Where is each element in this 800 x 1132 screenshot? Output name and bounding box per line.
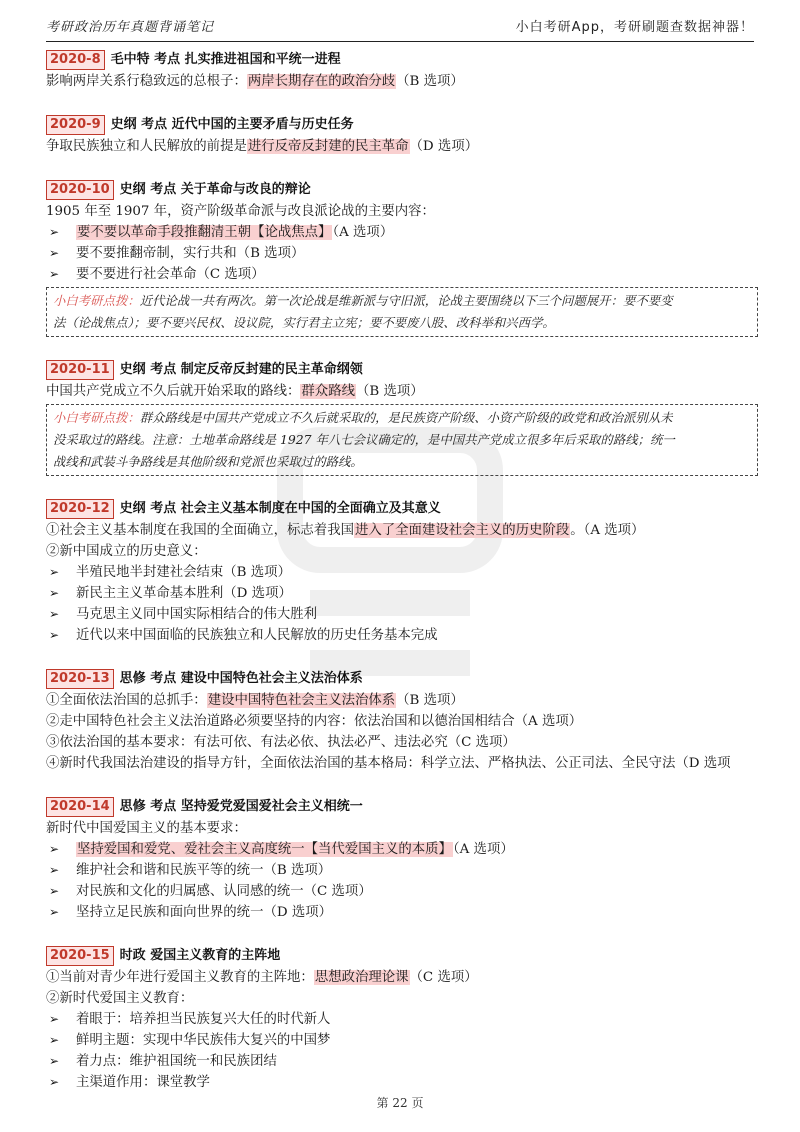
bullet-item	[46, 625, 758, 646]
bullet-text	[76, 562, 291, 583]
arrow-bullet-icon: ➢	[49, 884, 60, 898]
text-segment: 近代以来中国面临的民族独立和人民解放的历史任务基本完成	[76, 628, 438, 643]
text-segment: ③依法治国的基本要求：有法可依、有法必依、执法必严、违法必究（C 选项）	[46, 735, 516, 750]
highlighted-answer: 建设中国特色社会主义法治体系	[207, 693, 396, 708]
tip-line	[53, 290, 751, 312]
text-segment: 要不要推翻帝制，实行共和（B 选项）	[76, 246, 305, 261]
text-segment: 着眼于：培养担当民族复兴大任的时代新人	[76, 1012, 331, 1027]
arrow-bullet-icon: ➢	[49, 842, 60, 856]
section-title-row	[46, 944, 758, 967]
text-segment: 对民族和文化的归属感、认同感的统一（C 选项）	[76, 884, 372, 899]
page-number: 第 22 页	[376, 1096, 424, 1110]
text-line	[46, 520, 758, 541]
tip-text: 群众路线是中国共产党成立不久后就采取的，是民族资产阶级、小资产阶级的政党和政治派别从未	[139, 410, 673, 425]
arrow-bullet-icon: ➢	[49, 565, 60, 579]
highlighted-answer: 两岸长期存在的政治分歧	[247, 74, 396, 89]
text-segment: （A 选项）	[452, 842, 514, 857]
text-segment: ①全面依法治国的总抓手：	[46, 693, 207, 708]
text-line	[46, 541, 758, 562]
text-line	[46, 136, 758, 157]
highlighted-answer: 进行反帝反封建的民主革命	[247, 139, 409, 154]
text-segment: 新时代中国爱国主义的基本要求：	[46, 821, 247, 836]
highlighted-answer: 群众路线	[301, 384, 355, 399]
question-number-tag: 2020-10	[46, 180, 114, 200]
text-segment: 要不要进行社会革命（C 选项）	[76, 267, 265, 282]
section-title: 思修 考点 建设中国特色社会主义法治体系	[119, 671, 363, 686]
section-title-row	[46, 497, 758, 520]
text-line	[46, 711, 758, 732]
question-section	[46, 178, 758, 337]
arrow-bullet-icon: ➢	[49, 246, 60, 260]
text-line	[46, 988, 758, 1009]
question-section	[46, 497, 758, 646]
section-title-row	[46, 358, 758, 381]
arrow-bullet-icon: ➢	[49, 586, 60, 600]
text-segment: ①当前对青少年进行爱国主义教育的主阵地：	[46, 970, 314, 985]
section-title: 毛中特 考点 扎实推进祖国和平统一进程	[110, 52, 341, 67]
tip-text: 法（论战焦点）；要不要兴民权、设议院，实行君主立宪；要不要废八股、改科举和兴西学。	[53, 315, 555, 330]
text-segment: ②走中国特色社会主义法治道路必须要坚持的内容：依法治国和以德治国相结合（A 选项）	[46, 714, 583, 729]
text-line	[46, 381, 758, 402]
bullet-text	[76, 902, 332, 923]
bullet-text	[76, 625, 438, 646]
bullet-item	[46, 1009, 758, 1030]
section-title-row	[46, 48, 758, 71]
arrow-bullet-icon: ➢	[49, 1033, 60, 1047]
highlighted-answer: 坚持爱国和爱党、爱社会主义高度统一【当代爱国主义的本质】	[77, 842, 452, 857]
section-title-row	[46, 113, 758, 136]
question-number-tag: 2020-11	[46, 360, 114, 380]
text-segment: ②新中国成立的历史意义：	[46, 544, 207, 559]
text-segment: ①社会主义基本制度在我国的全面确立，标志着我国	[46, 523, 354, 538]
question-section	[46, 667, 758, 774]
text-segment: （B 选项）	[396, 74, 464, 89]
question-number-tag: 2020-12	[46, 499, 114, 519]
text-segment: 新民主主义革命基本胜利（D 选项）	[76, 586, 292, 601]
page-header	[46, 14, 754, 42]
bullet-item	[46, 264, 758, 285]
text-segment: ④新时代我国法治建设的指导方针，全面依法治国的基本格局：科学立法、严格执法、公正司法、全民守法（D 选项	[46, 756, 731, 771]
section-title: 史纲 考点 社会主义基本制度在中国的全面确立及其意义	[119, 501, 441, 516]
text-segment: （A 选项）	[332, 225, 394, 240]
tip-text: 近代论战一共有两次。第一次论战是维新派与守旧派，论战主要围绕以下三个问题展开：要不要变	[139, 293, 673, 308]
section-title-row	[46, 667, 758, 690]
bullet-text	[76, 860, 331, 881]
text-segment: 。（A 选项）	[570, 523, 645, 538]
text-segment: 争取民族独立和人民解放的前提是	[46, 139, 247, 154]
text-line	[46, 753, 758, 774]
question-number-tag: 2020-8	[46, 50, 105, 70]
section-title-row	[46, 795, 758, 818]
text-segment: ②新时代爱国主义教育：	[46, 991, 194, 1006]
text-segment: （B 选项）	[396, 693, 464, 708]
text-segment: 半殖民地半封建社会结束（B 选项）	[76, 565, 291, 580]
question-section	[46, 48, 758, 92]
text-line	[46, 201, 758, 222]
section-title-row	[46, 178, 758, 201]
highlighted-answer: 进入了全面建设社会主义的历史阶段	[354, 523, 570, 538]
text-segment: 坚持立足民族和面向世界的统一（D 选项）	[76, 905, 333, 920]
bullet-text	[76, 881, 372, 902]
bullet-item	[46, 1072, 758, 1093]
bullet-text	[76, 222, 393, 243]
text-line	[46, 818, 758, 839]
highlighted-answer: 要不要以革命手段推翻清王朝【论战焦点】	[77, 225, 332, 240]
tip-line	[53, 407, 751, 429]
text-segment: 1905 年至 1907 年，资产阶级革命派与改良派论战的主要内容：	[46, 204, 435, 219]
bullet-text	[76, 243, 304, 264]
bullet-text	[76, 604, 317, 625]
bullet-text	[76, 264, 265, 285]
bullet-item	[46, 604, 758, 625]
bullet-item	[46, 222, 758, 243]
bullet-item	[46, 1051, 758, 1072]
arrow-bullet-icon: ➢	[49, 628, 60, 642]
text-segment: 鲜明主题：实现中华民族伟大复兴的中国梦	[76, 1033, 331, 1048]
bullet-text	[76, 1072, 210, 1093]
question-number-tag: 2020-9	[46, 115, 105, 135]
text-segment: （B 选项）	[355, 384, 424, 399]
arrow-bullet-icon: ➢	[49, 267, 60, 281]
tip-text: 战线和武装斗争路线是其他阶级和党派也采取过的路线。	[53, 454, 363, 469]
bullet-item	[46, 583, 758, 604]
arrow-bullet-icon: ➢	[49, 225, 60, 239]
tip-text: 没采取过的路线。注意：土地革命路线是 1927 年八七会议确定的，是中国共产党成立很多年后采取的路线；统一	[53, 432, 675, 447]
document-title: 考研政治历年真题背诵笔记	[46, 20, 215, 35]
bullet-item	[46, 902, 758, 923]
text-line	[46, 967, 758, 988]
text-segment: 着力点：维护祖国统一和民族团结	[76, 1054, 277, 1069]
section-title: 思修 考点 坚持爱党爱国爱社会主义相统一	[119, 799, 363, 814]
bullet-text	[76, 583, 292, 604]
text-segment: 维护社会和谐和民族平等的统一（B 选项）	[76, 863, 332, 878]
text-segment: （C 选项）	[409, 970, 478, 985]
bullet-item	[46, 562, 758, 583]
highlighted-answer: 思想政治理论课	[314, 970, 409, 985]
text-segment: 影响两岸关系行稳致远的总根子：	[46, 74, 247, 89]
tip-line	[53, 451, 751, 473]
tip-label: 小白考研点拨：	[53, 410, 140, 425]
promo-text: 小白考研App，考研刷题查数据神器！	[515, 20, 754, 35]
arrow-bullet-icon: ➢	[49, 905, 60, 919]
question-section	[46, 113, 758, 157]
question-number-tag: 2020-14	[46, 797, 114, 817]
text-segment: 马克思主义同中国实际相结合的伟大胜利	[76, 607, 318, 622]
arrow-bullet-icon: ➢	[49, 1012, 60, 1026]
text-segment: （D 选项）	[409, 139, 479, 154]
arrow-bullet-icon: ➢	[49, 1075, 60, 1089]
text-line	[46, 732, 758, 753]
bullet-item	[46, 839, 758, 860]
bullet-text	[76, 1051, 277, 1072]
bullet-item	[46, 243, 758, 264]
tip-line	[53, 312, 751, 334]
tip-line	[53, 429, 751, 451]
bullet-item	[46, 881, 758, 902]
question-section	[46, 358, 758, 476]
text-segment: 主渠道作用：课堂教学	[76, 1075, 210, 1090]
text-line	[46, 690, 758, 711]
bullet-item	[46, 860, 758, 881]
question-section	[46, 795, 758, 923]
section-title: 史纲 考点 制定反帝反封建的民主革命纲领	[119, 362, 363, 377]
notes-content	[46, 48, 758, 1093]
question-number-tag: 2020-13	[46, 669, 114, 689]
bullet-text	[76, 1030, 330, 1051]
text-line	[46, 71, 758, 92]
bullet-text	[76, 1009, 330, 1030]
section-title: 史纲 考点 近代中国的主要矛盾与历史任务	[110, 117, 354, 132]
bullet-text	[76, 839, 514, 860]
question-number-tag: 2020-15	[46, 946, 114, 966]
arrow-bullet-icon: ➢	[49, 1054, 60, 1068]
arrow-bullet-icon: ➢	[49, 607, 60, 621]
question-section	[46, 944, 758, 1093]
bullet-item	[46, 1030, 758, 1051]
text-segment: 中国共产党成立不久后就开始采取的路线：	[46, 384, 301, 399]
section-title: 时政 爱国主义教育的主阵地	[119, 948, 281, 963]
tip-label: 小白考研点拨：	[53, 293, 140, 308]
tip-box	[46, 287, 758, 337]
section-title: 史纲 考点 关于革命与改良的辩论	[119, 182, 311, 197]
arrow-bullet-icon: ➢	[49, 863, 60, 877]
tip-box	[46, 404, 758, 476]
